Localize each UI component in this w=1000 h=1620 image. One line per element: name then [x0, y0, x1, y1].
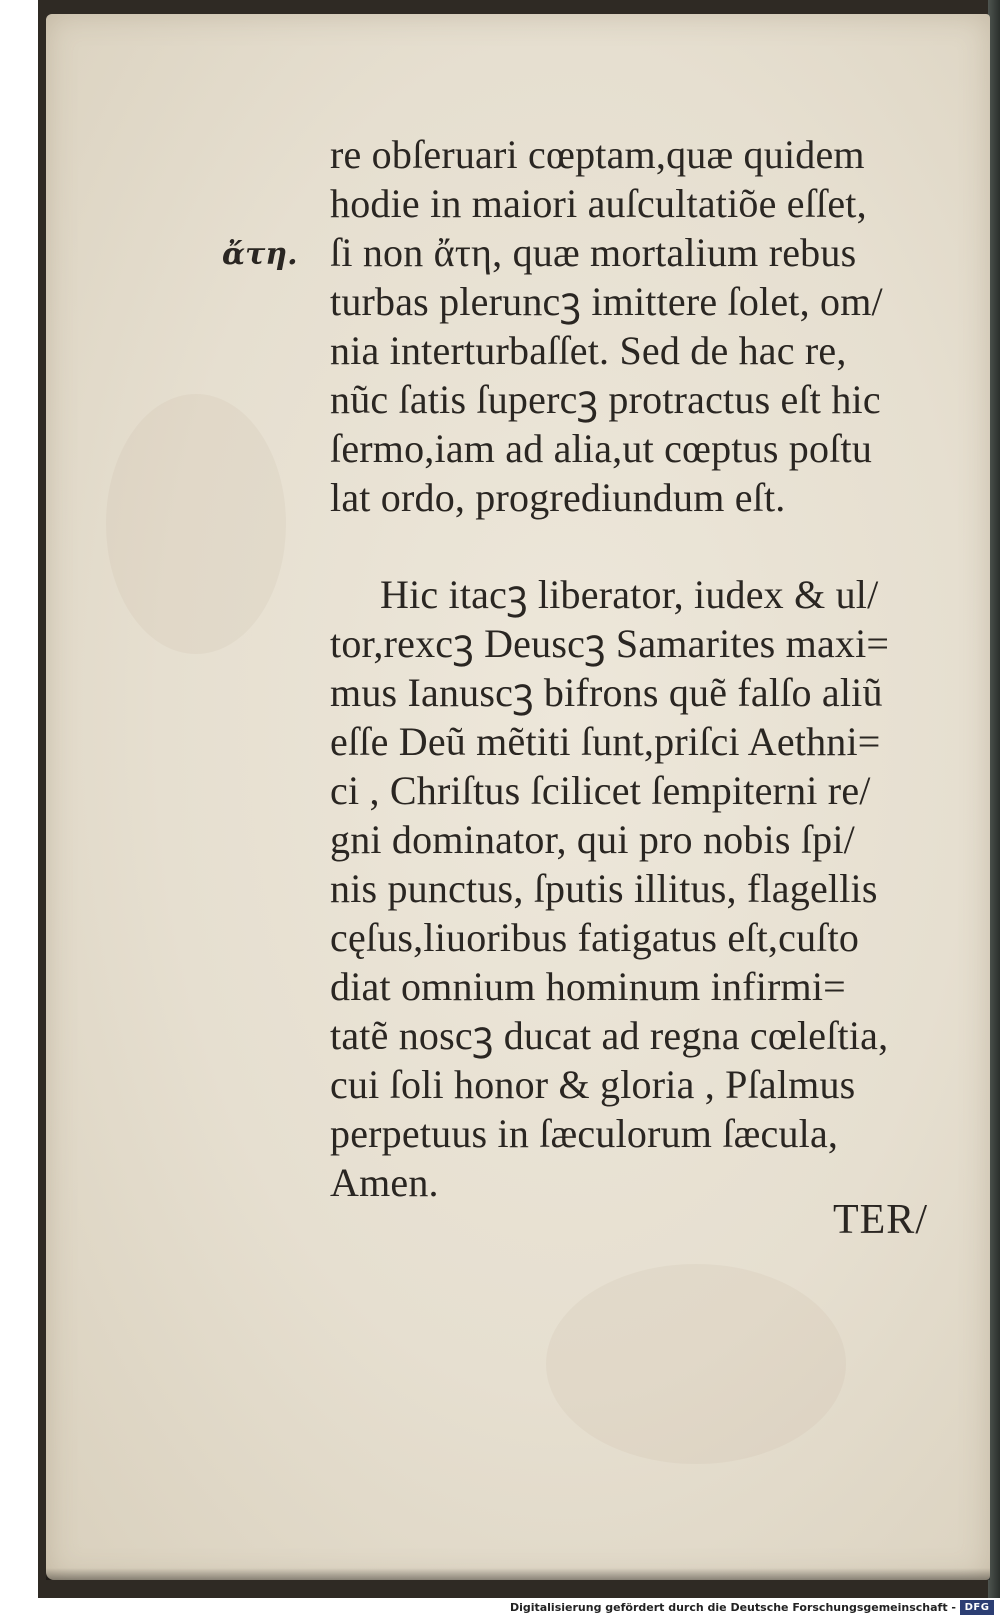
dfg-logo: DFG	[960, 1600, 994, 1615]
paragraph-gap	[330, 522, 960, 570]
text-line: hodie in maiori auſcultatiõe eſſet,	[330, 181, 867, 226]
text-line: nia interturbaſſet. Sed de hac re,	[330, 328, 847, 373]
marginal-note: ἄτη.	[222, 237, 298, 272]
text-line: eſſe Deũ mẽtiti ſunt,priſci Aethni=	[330, 719, 881, 764]
text-line: cui ſoli honor & gloria , Pſalmus	[330, 1062, 856, 1107]
paragraph-1	[330, 130, 960, 522]
text-line: diat omnium hominum infirmi=	[330, 964, 846, 1009]
text-line: re obſeruari cœptam,quæ quidem	[330, 132, 865, 177]
footer-credit: Digitalisierung gefördert durch die Deutsche Forschungsgemeinschaft -	[509, 1601, 956, 1614]
text-line: tatẽ noscꝫ ducat ad regna cœleſtia,	[330, 1013, 889, 1058]
text-line: Hic itacꝫ liberator, iudex & ul/	[380, 572, 879, 617]
catchword: TER/	[833, 1197, 928, 1243]
text-line: gni dominator, qui pro nobis ſpi/	[330, 817, 855, 862]
text-line: Amen.	[330, 1160, 439, 1205]
text-line: cęſus,liuoribus fatigatus eſt,cuſto	[330, 915, 860, 960]
paragraph-2	[330, 570, 960, 1207]
text-line: perpetuus in ſæculorum ſæcula,	[330, 1111, 839, 1156]
text-line: mus Ianuscꝫ bifrons quẽ falſo aliũ	[330, 670, 883, 715]
body-text	[330, 130, 960, 1207]
page-shadow	[46, 1568, 990, 1580]
text-line: lat ordo, progrediundum eſt.	[330, 475, 786, 520]
text-line: tor,rexcꝫ Deuscꝫ Samarites maxi=	[330, 621, 890, 666]
text-line: turbas pleruncꝫ imittere ſolet, om/	[330, 279, 883, 324]
paper-stain	[546, 1264, 846, 1464]
text-line: ci , Chriſtus ſcilicet ſempiterni re/	[330, 768, 871, 813]
text-line: nis punctus, ſputis illitus, flagellis	[330, 866, 878, 911]
paper-stain	[106, 394, 286, 654]
text-line: nũc ſatis ſupercꝫ protractus eſt hic	[330, 377, 881, 422]
text-line: ſi non ἄτη, quæ mortalium rebus	[330, 230, 857, 275]
text-line: ſermo,iam ad alia,ut cœptus poſtu	[330, 426, 873, 471]
